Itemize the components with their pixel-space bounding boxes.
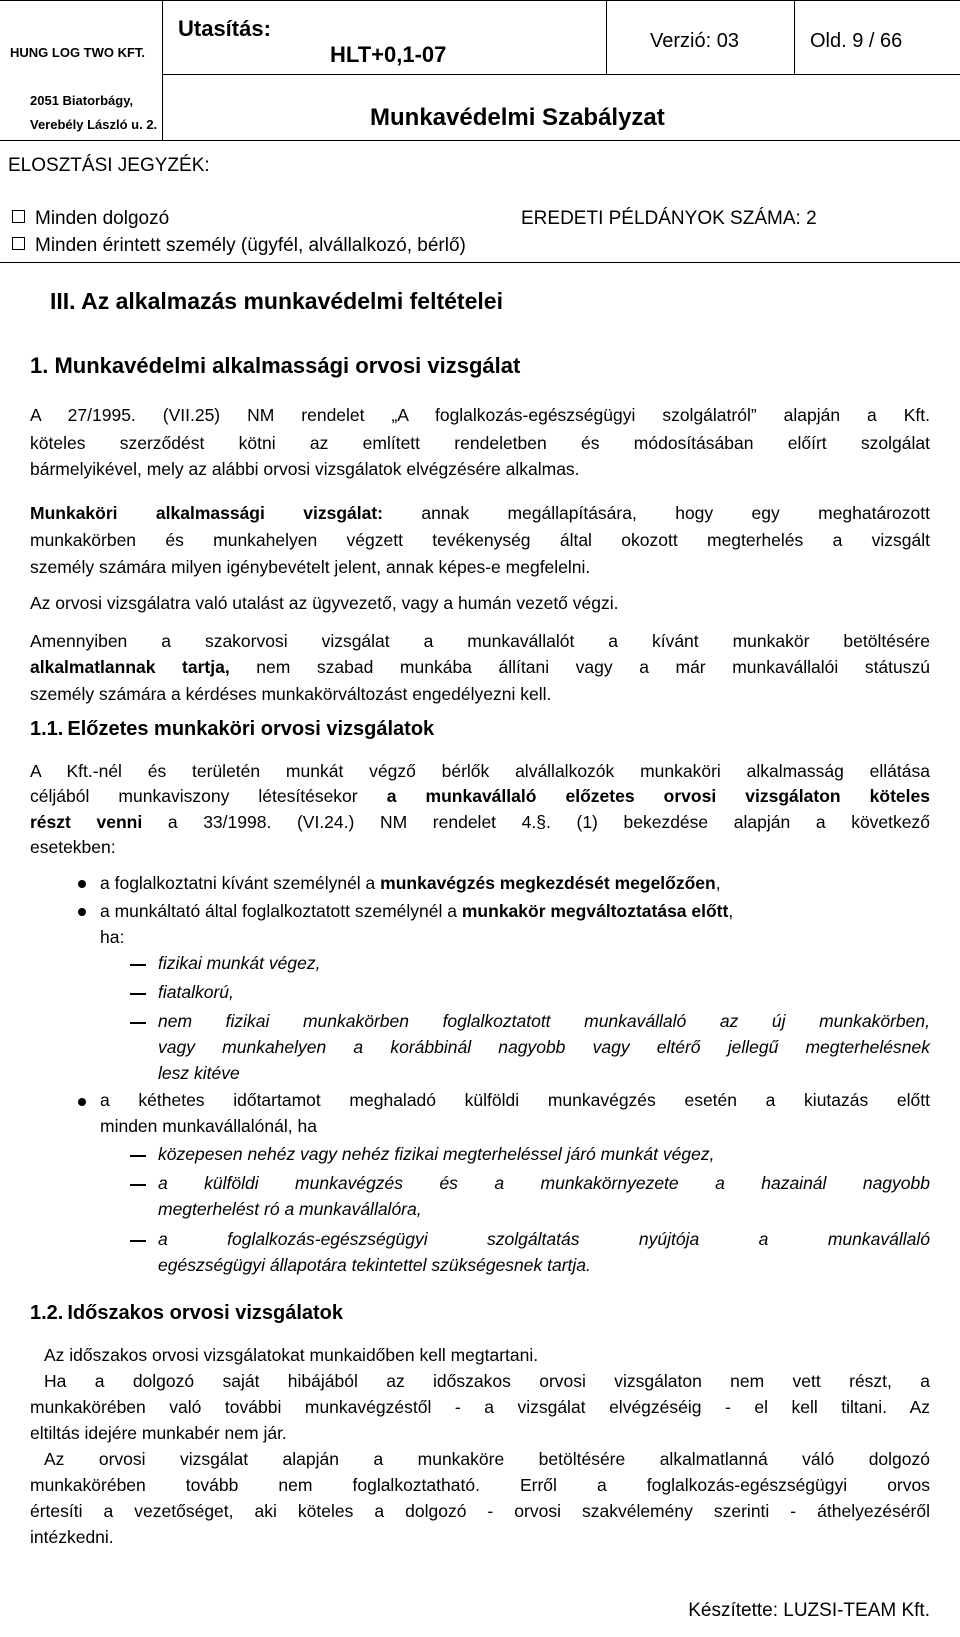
bullet-icon — [78, 1098, 86, 1106]
paragraph-line: intézkedni. — [30, 1527, 114, 1547]
sub-list-item: vagy munkahelyen a korábbinál nagyobb vagy eltérő jellegű megterhelésnek — [158, 1037, 930, 1057]
term-bold: alkalmatlannak tartja, — [30, 657, 230, 677]
term-bold: munkakör megváltoztatása előtt — [461, 901, 729, 921]
distribution-item-label: Minden érintett személy (ügyfél, alvállalkozó, bérlő) — [35, 235, 466, 256]
subsection-number: 1.1. — [30, 718, 64, 740]
paragraph-line: Az időszakos orvosi vizsgálatokat munkaidőben kell megtartani. — [44, 1345, 539, 1365]
sub-list-item: megterhelést ró a munkavállalóra, — [158, 1199, 422, 1219]
bullet-icon — [78, 880, 86, 888]
paragraph-line: munkakörében való további munkavégzéstől - a vizsgálat elvégzéséig - el kell tiltani. Az — [30, 1397, 930, 1417]
list-item: a kéthetes időtartamot meghaladó külföldi munkavégzés esetén a kiutazás előtt — [100, 1090, 930, 1110]
paragraph-line: értesíti a vezetőséget, aki köteles a dolgozó - orvosi szakvélemény szerinti - áthelyezéséről — [30, 1501, 930, 1521]
paragraph-line: Ha a dolgozó saját hibájából az időszakos orvosi vizsgálaton nem vett részt, a — [44, 1371, 930, 1391]
list-item-text: a munkáltató által foglalkoztatott személynél a — [100, 901, 457, 921]
company-address: Verebély László u. 2. — [30, 117, 158, 132]
term-bold: munkavégzés megkezdését megelőzően — [380, 873, 716, 893]
instruction-label: Utasítás: — [178, 16, 271, 41]
list-item — [100, 870, 930, 897]
distribution-divider — [0, 262, 960, 263]
header-divider — [162, 74, 960, 75]
dash-icon — [130, 1155, 146, 1157]
dash-icon — [130, 1022, 146, 1024]
term-bold: Munkaköri alkalmassági vizsgálat: — [30, 503, 383, 523]
footer-author: Készítette: LUZSI-TEAM Kft. — [688, 1600, 930, 1621]
header-border-top — [0, 0, 960, 1]
document-header — [0, 0, 960, 140]
version-number: Verzió: 03 — [650, 30, 739, 52]
dash-icon — [130, 1184, 146, 1186]
paragraph-line: A Kft.-nél és területén munkát végző bérlők alvállalkozók munkaköri alkalmasság ellátása — [30, 761, 930, 781]
paragraph-line: személy számára a kérdéses munkakörváltozást engedélyezni kell. — [30, 684, 552, 704]
list-item: minden munkavállalónál, ha — [100, 1116, 317, 1136]
paragraph-text: a 33/1998. (VI.24.) NM rendelet 4.§. (1) bekezdése alapján a következő — [167, 812, 930, 832]
subsection-label: Előzetes munkaköri orvosi vizsgálatok — [67, 718, 435, 740]
paragraph-line: Amennyiben a szakorvosi vizsgálat a munkavállalót a kívánt munkakör betöltésére — [30, 631, 930, 651]
header-divider — [606, 0, 607, 74]
sub-list-item: fiatalkorú, — [158, 982, 234, 1002]
paragraph-line: munkakörben és munkahelyen végzett tevékenység által okozott megterhelés a vizsgált — [30, 530, 930, 550]
subsection-number: 1.2. — [30, 1302, 64, 1324]
dash-icon — [130, 964, 146, 966]
checkbox-icon — [12, 210, 25, 223]
sub-list-item: a foglalkozás-egészségügyi szolgáltatás nyújtója a munkavállaló — [158, 1229, 930, 1249]
sub-list-item: fizikai munkát végez, — [158, 953, 321, 973]
original-copies-count: EREDETI PÉLDÁNYOK SZÁMA: 2 — [521, 208, 817, 229]
list-item-text: a foglalkoztatni kívánt személynél a — [100, 873, 376, 893]
term-bold: a munkavállaló előzetes orvosi vizsgálaton köteles — [386, 786, 930, 806]
punctuation: , — [728, 901, 734, 921]
dash-icon — [130, 1240, 146, 1242]
distribution-item — [12, 235, 466, 257]
document-title: Munkavédelmi Szabályzat — [370, 104, 665, 131]
header-border-bottom — [0, 140, 960, 141]
section-title: III. Az alkalmazás munkavédelmi feltételei — [50, 288, 503, 314]
sub-list-item: egészségügyi állapotára tekintettel szükségesnek tartja. — [158, 1255, 591, 1275]
header-divider — [794, 0, 795, 74]
subsection-title: 1. Munkavédelmi alkalmassági orvosi vizsgálat — [30, 353, 521, 378]
paragraph-line: bármelyikével, mely az alábbi orvosi vizsgálatok elvégzésére alkalmas. — [30, 459, 580, 479]
paragraph-text: céljából munkaviszony létesítésekor — [30, 786, 358, 806]
paragraph-text: nem szabad munkába állítani vagy a már munkavállalói státuszú — [256, 657, 930, 677]
page-number: Old. 9 / 66 — [810, 30, 903, 52]
subsection-title — [30, 718, 434, 741]
company-address: 2051 Biatorbágy, — [30, 93, 134, 108]
header-divider — [162, 0, 163, 140]
subsection-title — [30, 1302, 343, 1325]
sub-list-item: lesz kitéve — [158, 1063, 240, 1083]
paragraph-line: Az orvosi vizsgálatra való utalást az ügyvezető, vagy a humán vezető végzi. — [30, 593, 619, 613]
distribution-item-label: Minden dolgozó — [35, 208, 170, 229]
subsection-label: Időszakos orvosi vizsgálatok — [67, 1302, 344, 1324]
checkbox-icon — [12, 237, 25, 250]
sub-list-item: nem fizikai munkakörben foglalkoztatott munkavállaló az új munkakörben, — [158, 1011, 930, 1031]
sub-list-item: a külföldi munkavégzés és a munkakörnyezete a hazainál nagyobb — [158, 1173, 930, 1193]
paragraph-line: esetekben: — [30, 837, 116, 857]
list-item — [100, 898, 930, 925]
bullet-icon — [78, 908, 86, 916]
distribution-label: ELOSZTÁSI JEGYZÉK: — [8, 155, 210, 176]
paragraph-line: eltiltás idejére munkabér nem jár. — [30, 1423, 287, 1443]
paragraph-line: Az orvosi vizsgálat alapján a munkaköre betöltésére alkalmatlanná váló dolgozó — [44, 1449, 930, 1469]
company-name: HUNG LOG TWO KFT. — [10, 45, 146, 60]
paragraph-line: A 27/1995. (VII.25) NM rendelet „A foglalkozás-egészségügyi szolgálatról” alapján a Kft. — [30, 405, 930, 425]
paragraph-line: személy számára milyen igénybevételt jelent, annak képes-e megfelelni. — [30, 557, 591, 577]
paragraph-line — [30, 783, 930, 810]
distribution-item — [12, 208, 169, 230]
paragraph-text: annak megállapítására, hogy egy meghatározott — [421, 503, 930, 523]
list-item-text: ha: — [100, 927, 125, 947]
paragraph-line — [30, 809, 930, 836]
term-bold: részt venni — [30, 812, 143, 832]
document-code: HLT+0,1-07 — [330, 42, 447, 67]
paragraph-line — [30, 500, 930, 527]
dash-icon — [130, 993, 146, 995]
sub-list-item: közepesen nehéz vagy nehéz fizikai megterheléssel járó munkát végez, — [158, 1144, 715, 1164]
punctuation: , — [715, 873, 721, 893]
paragraph-line: munkakörében tovább nem foglalkoztatható. Erről a foglalkozás-egészségügyi orvos — [30, 1475, 930, 1495]
paragraph-line: köteles szerződést kötni az említett rendeletben és módosításában előírt szolgálat — [30, 433, 930, 453]
paragraph-line — [30, 654, 930, 681]
